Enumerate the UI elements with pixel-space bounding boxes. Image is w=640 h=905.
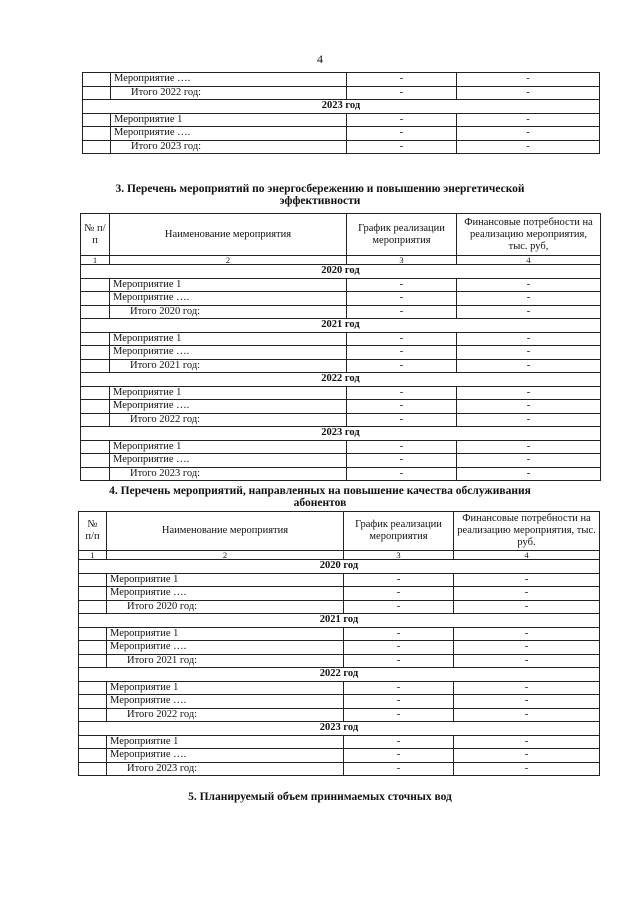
table-row — [79, 695, 600, 709]
year-label: 2023 год — [79, 722, 600, 736]
table-row — [81, 386, 601, 400]
section4-colnum: 2 — [107, 551, 344, 560]
row-number-cell — [79, 654, 107, 668]
cost-cell: - — [457, 400, 601, 414]
cost-cell: - — [457, 413, 601, 427]
item-name: Мероприятие 1 — [110, 386, 347, 400]
total-row — [83, 86, 600, 100]
schedule-cell: - — [344, 695, 454, 709]
cost-cell: - — [457, 467, 601, 481]
total-row — [81, 305, 601, 319]
cost-cell: - — [457, 332, 601, 346]
table-row — [79, 641, 600, 655]
section3-heading-line1: 3. Перечень мероприятий по энергосбережению и повышению энергетической — [115, 183, 525, 195]
total-row — [81, 467, 601, 481]
schedule-cell: - — [347, 454, 457, 468]
cost-cell: - — [454, 641, 600, 655]
table-row — [81, 292, 601, 306]
schedule-cell: - — [344, 627, 454, 641]
row-number-cell — [79, 749, 107, 763]
schedule-cell: - — [347, 127, 457, 141]
section4-colnum: 1 — [79, 551, 107, 560]
cost-cell: - — [454, 749, 600, 763]
row-number-cell — [83, 73, 111, 87]
year-label: 2020 год — [79, 560, 600, 574]
total-row — [81, 413, 601, 427]
schedule-cell: - — [347, 467, 457, 481]
row-number-cell — [83, 127, 111, 141]
schedule-cell: - — [347, 359, 457, 373]
total-row — [81, 359, 601, 373]
total-row — [83, 140, 600, 154]
table-row — [81, 400, 601, 414]
row-number-cell — [81, 305, 110, 319]
row-number-cell — [81, 346, 110, 360]
item-name: Мероприятие …. — [110, 292, 347, 306]
item-name: Мероприятие 1 — [110, 440, 347, 454]
year-row — [79, 560, 600, 574]
total-label: Итого 2020 год: — [107, 600, 344, 614]
schedule-cell: - — [347, 346, 457, 360]
table-row — [81, 278, 601, 292]
row-number-cell — [79, 627, 107, 641]
table-row — [79, 573, 600, 587]
schedule-cell: - — [344, 587, 454, 601]
row-number-cell — [79, 587, 107, 601]
cost-cell: - — [454, 735, 600, 749]
table-row — [79, 627, 600, 641]
year-label: 2022 год — [79, 668, 600, 682]
cost-cell: - — [457, 346, 601, 360]
page-number: 4 — [317, 52, 323, 66]
total-label: Итого 2021 год: — [107, 654, 344, 668]
schedule-cell: - — [347, 440, 457, 454]
item-name: Мероприятие …. — [111, 127, 347, 141]
section4-heading-line1: 4. Перечень мероприятий, направленных на повышение качества обслуживания — [109, 485, 531, 497]
section4-colnum: 3 — [344, 551, 454, 560]
schedule-cell: - — [347, 305, 457, 319]
cost-cell: - — [454, 708, 600, 722]
cost-cell: - — [457, 140, 600, 154]
total-label: Итого 2021 год: — [110, 359, 347, 373]
row-number-cell — [79, 600, 107, 614]
table-row — [81, 346, 601, 360]
cost-cell: - — [457, 278, 601, 292]
row-number-cell — [79, 695, 107, 709]
section4-header-num: № п/п — [79, 512, 107, 551]
row-number-cell — [79, 762, 107, 776]
row-number-cell — [81, 292, 110, 306]
item-name: Мероприятие …. — [110, 454, 347, 468]
cost-cell: - — [454, 587, 600, 601]
year-label: 2020 год — [81, 265, 601, 279]
schedule-cell: - — [347, 413, 457, 427]
row-number-cell — [81, 467, 110, 481]
row-number-cell — [81, 332, 110, 346]
cost-cell: - — [454, 627, 600, 641]
cost-cell: - — [457, 454, 601, 468]
row-number-cell — [79, 573, 107, 587]
schedule-cell: - — [344, 600, 454, 614]
total-label: Итого 2020 год: — [110, 305, 347, 319]
section5-heading: 5. Планируемый объем принимаемых сточных вод — [188, 791, 452, 803]
cost-cell: - — [454, 681, 600, 695]
table-row — [83, 113, 600, 127]
year-label: 2023 год — [81, 427, 601, 441]
table-row — [83, 127, 600, 141]
item-name: Мероприятие 1 — [107, 573, 344, 587]
year-row — [79, 614, 600, 628]
section4-header-schedule: График реализации мероприятия — [344, 512, 454, 551]
section3-header-name: Наименование мероприятия — [110, 214, 347, 256]
row-number-cell — [81, 278, 110, 292]
row-number-cell — [81, 359, 110, 373]
row-number-cell — [79, 735, 107, 749]
year-label: 2021 год — [79, 614, 600, 628]
cost-cell: - — [454, 695, 600, 709]
cost-cell: - — [457, 386, 601, 400]
cost-cell: - — [457, 113, 600, 127]
item-name: Мероприятие 1 — [107, 627, 344, 641]
item-name: Мероприятие …. — [107, 641, 344, 655]
schedule-cell: - — [347, 400, 457, 414]
item-name: Мероприятие …. — [107, 695, 344, 709]
total-row — [79, 600, 600, 614]
schedule-cell: - — [344, 654, 454, 668]
item-name: Мероприятие …. — [107, 749, 344, 763]
cost-cell: - — [454, 654, 600, 668]
section3-heading — [0, 183, 640, 207]
section3-header-num: № п/п — [81, 214, 110, 256]
total-label: Итого 2022 год: — [111, 86, 347, 100]
year-row — [81, 373, 601, 387]
schedule-cell: - — [347, 86, 457, 100]
table-row — [81, 332, 601, 346]
row-number-cell — [81, 400, 110, 414]
section4-header-cost: Финансовые потребности на реализацию мероприятия, тыс. руб. — [454, 512, 600, 551]
row-number-cell — [81, 386, 110, 400]
year-row — [79, 668, 600, 682]
cost-cell: - — [457, 73, 600, 87]
total-row — [79, 762, 600, 776]
year-label: 2023 год — [83, 100, 600, 114]
section3-colnum: 3 — [347, 256, 457, 265]
schedule-cell: - — [344, 735, 454, 749]
table-row — [79, 681, 600, 695]
cost-cell: - — [457, 292, 601, 306]
section4-colnum: 4 — [454, 551, 600, 560]
section3-heading-line2: эффективности — [279, 195, 361, 207]
item-name: Мероприятие 1 — [111, 113, 347, 127]
schedule-cell: - — [347, 332, 457, 346]
top-table — [82, 72, 600, 154]
cost-cell: - — [457, 127, 600, 141]
section4-heading-line2: абонентов — [293, 497, 347, 509]
year-label: 2022 год — [81, 373, 601, 387]
section3-header-schedule: График реализации мероприятия — [347, 214, 457, 256]
year-row — [81, 265, 601, 279]
total-row — [79, 708, 600, 722]
cost-cell: - — [454, 600, 600, 614]
schedule-cell: - — [347, 386, 457, 400]
section4-header-name: Наименование мероприятия — [107, 512, 344, 551]
row-number-cell — [83, 113, 111, 127]
section3-colnum: 1 — [81, 256, 110, 265]
total-label: Итого 2023 год: — [107, 762, 344, 776]
table-row — [79, 749, 600, 763]
schedule-cell: - — [344, 641, 454, 655]
section4-heading — [0, 485, 640, 509]
table-row — [83, 73, 600, 87]
schedule-cell: - — [344, 762, 454, 776]
section3-header-cost: Финансовые потребности на реализацию мероприятия, тыс. руб, — [457, 214, 601, 256]
schedule-cell: - — [344, 573, 454, 587]
item-name: Мероприятие …. — [111, 73, 347, 87]
item-name: Мероприятие …. — [107, 587, 344, 601]
row-number-cell — [83, 140, 111, 154]
section3-table-body — [81, 265, 601, 481]
top-table-body — [83, 73, 600, 154]
schedule-cell: - — [344, 749, 454, 763]
schedule-cell: - — [344, 708, 454, 722]
row-number-cell — [81, 413, 110, 427]
schedule-cell: - — [347, 278, 457, 292]
schedule-cell: - — [344, 681, 454, 695]
cost-cell: - — [457, 86, 600, 100]
cost-cell: - — [457, 440, 601, 454]
row-number-cell — [81, 454, 110, 468]
year-row — [81, 427, 601, 441]
cost-cell: - — [457, 359, 601, 373]
section3-colnum: 2 — [110, 256, 347, 265]
section3-colnum: 4 — [457, 256, 601, 265]
table-row — [81, 440, 601, 454]
item-name: Мероприятие …. — [110, 400, 347, 414]
schedule-cell: - — [347, 73, 457, 87]
year-label: 2021 год — [81, 319, 601, 333]
item-name: Мероприятие 1 — [107, 681, 344, 695]
total-label: Итого 2023 год: — [111, 140, 347, 154]
section4-table — [78, 511, 600, 776]
cost-cell: - — [454, 573, 600, 587]
total-label: Итого 2022 год: — [107, 708, 344, 722]
row-number-cell — [83, 86, 111, 100]
cost-cell: - — [454, 762, 600, 776]
year-row — [79, 722, 600, 736]
total-label: Итого 2022 год: — [110, 413, 347, 427]
year-row — [81, 319, 601, 333]
item-name: Мероприятие …. — [110, 346, 347, 360]
section4-table-body — [79, 560, 600, 776]
row-number-cell — [79, 681, 107, 695]
item-name: Мероприятие 1 — [110, 278, 347, 292]
schedule-cell: - — [347, 113, 457, 127]
section3-table — [80, 213, 601, 481]
cost-cell: - — [457, 305, 601, 319]
total-row — [79, 654, 600, 668]
total-label: Итого 2023 год: — [110, 467, 347, 481]
schedule-cell: - — [347, 140, 457, 154]
row-number-cell — [79, 708, 107, 722]
table-row — [81, 454, 601, 468]
item-name: Мероприятие 1 — [110, 332, 347, 346]
table-row — [79, 587, 600, 601]
row-number-cell — [79, 641, 107, 655]
table-row — [79, 735, 600, 749]
row-number-cell — [81, 440, 110, 454]
year-row — [83, 100, 600, 114]
item-name: Мероприятие 1 — [107, 735, 344, 749]
schedule-cell: - — [347, 292, 457, 306]
